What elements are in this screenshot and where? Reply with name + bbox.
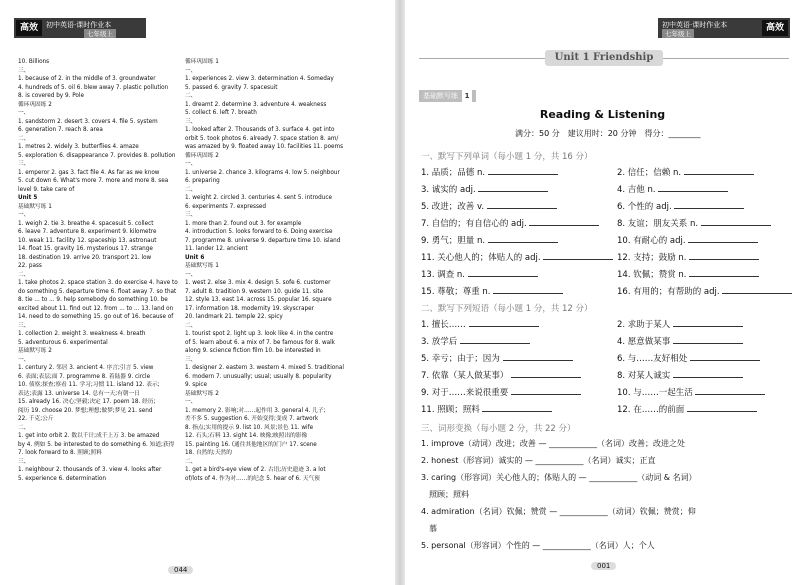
answer-line: 差不多 5. suggestion 6. 开始变得;变成 7. artwork [185, 416, 319, 422]
answer-line: 6. modern 7. unusually; usual; usually 8. popularity [185, 373, 332, 380]
answer-line: by 4. 例如 5. be interested to do something 6. 知道;获得 [18, 441, 175, 448]
answer-line: 6. 表面;表层;面 7. programme 8. 着陆器 9. circle [18, 373, 151, 380]
answer-blank[interactable] [687, 403, 757, 412]
section-tag-number: 1 [462, 90, 472, 102]
section-2-heading: 二、默写下列短语（每小题 1 分，共 12 分） [421, 304, 593, 314]
answer-line: 三、 [185, 212, 197, 218]
word-form-item: 5. personal（形容词）个性的 — ____________（名词）人；个人 [421, 541, 655, 550]
answer-blank[interactable] [684, 166, 754, 175]
question-item: 8. 对某人诚实 [617, 369, 743, 381]
answer-line: 1. neighbour 2. thousands of 3. view 4. looks after [18, 467, 162, 473]
answer-line: 8. is covered by 9. Pole [18, 93, 84, 99]
answer-line: 20. landmark 21. temple 22. spicy [185, 314, 283, 320]
question-item: 5. 改进；改善 v. [421, 200, 557, 212]
answer-line: 22. pass [18, 263, 42, 269]
answer-line: 1. west 2. else 3. mix 4. design 5. sofe 6. customer [185, 280, 331, 286]
answer-line: 11. lander 12. ancient [185, 246, 248, 252]
section-3-heading: 三、词形变换（每小题 2 分，共 22 分） [421, 424, 576, 434]
answer-line: of 5. learn about 6. a mix of 7. be famous for 8. walk [185, 339, 335, 346]
answer-line: 5. adventurous 6. experimental [18, 339, 108, 346]
answer-line: Unit 5 [18, 195, 38, 201]
question-item: 10. 与……一起生活 [617, 386, 765, 398]
answer-line: 三、 [18, 322, 30, 329]
answer-line: 1. because of 2. in the middle of 3. groundwater [18, 76, 156, 82]
question-item: 1. 品质；品德 n. [421, 166, 558, 178]
answer-column-2 [185, 58, 357, 558]
answer-line: 14. float 15. gravity 16. mysterious 17. strange [18, 246, 153, 252]
question-item: 5. 幸亏；由于；因为 [421, 352, 573, 364]
answer-line: 二、 [185, 458, 197, 465]
page-number: 001 [591, 562, 616, 570]
exercise-title: Reading & Listening [539, 108, 666, 121]
word-form-item: 慕 [429, 524, 437, 533]
grade-label: 七年级上 [84, 29, 116, 38]
answer-line: 6. generation 7. reach 8. area [18, 127, 103, 133]
answer-line: 二、 [185, 322, 197, 329]
question-item: 12. 在……的前面 [617, 403, 757, 415]
answer-line: level 9. take care of [18, 186, 75, 193]
answer-line: 1. century 2. 邻居 3. ancient 4. 序言;引言 5. view [18, 365, 154, 371]
question-item: 3. 放学后 [421, 335, 530, 347]
word-form-item: 4. admiration（名词）钦佩；赞赏 — ____________（动词）钦佩；赞赏；仰 [421, 507, 696, 516]
question-item: 6. 个性的 adj. [617, 200, 744, 212]
answer-line: 4. hundreds of 5. oil 6. blew away 7. plastic pollution [18, 84, 169, 91]
question-item: 2. 信任；信赖 n. [617, 166, 754, 178]
answer-blank[interactable] [529, 217, 599, 226]
score-info: 满分：50 分 建议用时：20 分钟 得分：________ [515, 129, 701, 138]
answer-line: 8. 指点;实用的提示 9. list 10. 风景;景色 11. wife [185, 424, 314, 431]
answer-line: 三、 [18, 67, 30, 74]
right-page [405, 0, 800, 585]
answer-line: 5. cut down 6. What's more 7. more and more 8. sea [18, 178, 169, 184]
answer-blank[interactable] [690, 352, 760, 361]
question-item: 7. 自信的；有自信心的 adj. [421, 217, 599, 229]
answer-blank[interactable] [673, 318, 743, 327]
answer-line: 循环巩固练 1 [185, 59, 219, 65]
answer-line: 1. experiences 2. view 3. determination 4. Someday [185, 76, 334, 82]
left-header [14, 18, 146, 38]
answer-line: 1. designer 2. eastern 3. western 4. mixed 5. traditional [185, 365, 344, 371]
answer-column-1 [18, 58, 190, 558]
answer-blank[interactable] [511, 369, 581, 378]
answer-line: 1. emperor 2. gas 3. fact file 4. As far as we know [18, 169, 160, 176]
answer-blank[interactable] [488, 166, 558, 175]
answer-line: 10. weak 11. facility 12. spaceship 13. astronaut [18, 237, 157, 244]
answer-line: 三、 [18, 458, 30, 465]
answer-line: 1. more than 2. found out 3. for example [185, 220, 302, 227]
answer-line: 基础默写练 1 [18, 203, 52, 210]
answer-line: orbit 5. took photos 6. already 7. space station 8. am/ [185, 135, 339, 142]
answer-line: 二、 [185, 93, 197, 99]
left-page [0, 0, 395, 585]
answer-line: 7. look forward to 8. 照顾;照料 [18, 450, 102, 456]
answer-line: 基础默写练 2 [185, 390, 219, 397]
section-1-heading: 一、默写下列单词（每小题 1 分，共 16 分） [421, 152, 593, 162]
answer-blank[interactable] [673, 335, 743, 344]
answer-line: 1. sandstorm 2. desert 3. covers 4. file 5. system [18, 118, 158, 125]
question-item: 10. 有耐心的 adj. [617, 234, 758, 246]
word-form-item: 1. improve（动词）改进；改善 — ____________（名词）改善；改进之处 [421, 439, 686, 448]
answer-line: 9. spice [185, 382, 208, 388]
unit-title: Unit 1 Friendship [545, 50, 663, 66]
answer-line: 一、 [18, 110, 30, 116]
question-item: 4. 愿意做某事 [617, 335, 743, 347]
answer-blank[interactable] [689, 251, 759, 260]
answer-line: 一、 [18, 356, 30, 363]
answer-line: 二、 [18, 271, 30, 278]
answer-blank[interactable] [543, 251, 613, 260]
answer-blank[interactable] [493, 285, 563, 294]
answer-line: 12. 石头;石料 13. sight 14. 映像;映照出的影像 [185, 433, 308, 439]
answer-line: 基础默写练 2 [18, 348, 52, 354]
answer-line: 10. 侦察;探查;察看 11. 学习;习惯 11. island 12. 表示; [18, 382, 160, 388]
answer-blank[interactable] [469, 318, 539, 327]
answer-blank[interactable] [689, 268, 759, 277]
answer-blank[interactable] [478, 183, 548, 192]
question-item: 13. 调查 n. [421, 268, 538, 280]
answer-line: Unit 6 [185, 254, 205, 261]
answer-line: 二、 [18, 424, 30, 431]
answer-blank[interactable] [488, 234, 558, 243]
answer-line: 一、 [185, 161, 197, 167]
answer-blank[interactable] [722, 285, 792, 294]
answer-line: 18. 自然的;天然的 [185, 450, 232, 456]
question-item: 8. 友谊；朋友关系 n. [617, 217, 771, 229]
answer-blank[interactable] [511, 386, 581, 395]
answer-blank[interactable] [688, 234, 758, 243]
answer-line: 6. preparing [185, 178, 220, 184]
answer-line: 15. painting 16. (通往其他地区的)门户 17. scene [185, 441, 317, 448]
answer-blank[interactable] [673, 369, 743, 378]
answer-line: 10. Billions [18, 59, 50, 65]
answer-line: 1. tourist spot 2. light up 3. look like 4. in the centre [185, 331, 334, 337]
answer-line: 5. exploration 6. disappearance 7. provides 8. pollution [18, 152, 176, 159]
answer-line: 1. looked after 2. Thousands of 3. surface 4. get into [185, 127, 335, 133]
answer-line: 6. experiments 7. expressed [185, 203, 267, 210]
question-item: 1. 擅长…… [421, 318, 539, 330]
answer-blank[interactable] [487, 200, 557, 209]
answer-blank[interactable] [503, 352, 573, 361]
answer-line: 循环巩固练 2 [185, 152, 219, 159]
answer-line: 1. memory 2. 影响;对……起作用 3. general 4. 儿子; [185, 407, 326, 414]
answer-line: of/lots of 4. 作为对……的纪念 5. hear of 6. 天气预 [185, 475, 320, 482]
answer-line: 15. already 16. 决心;坚毅;决定 17. poem 18. 经历; [18, 399, 156, 405]
answer-blank[interactable] [482, 403, 552, 412]
question-item: 12. 支持；鼓励 n. [617, 251, 759, 263]
question-item: 6. 与……友好相处 [617, 352, 760, 364]
answer-line: excited about 11. find out 12. from ... to ... 13. land on [18, 305, 174, 312]
answer-line: 一、 [185, 399, 197, 405]
section-tag [419, 90, 476, 102]
question-item: 9. 对于……来说很重要 [421, 386, 581, 398]
question-item: 16. 有用的；有帮助的 adj. [617, 285, 792, 297]
brand-logo: 高效 [16, 20, 42, 36]
question-item: 3. 诚实的 adj. [421, 183, 548, 195]
word-form-item: 2. honest（形容词）诚实的 — ____________（名词）诚实；正直 [421, 456, 656, 465]
answer-line: 8. tie ... to ... 9. help somebody do something 10. be [18, 297, 168, 303]
answer-line: 22. 千克;公斤 [18, 416, 54, 422]
series-title: 初中英语·课时作业本 [46, 21, 112, 29]
word-form-item: 照顾；照料 [429, 490, 469, 499]
answer-line: 基础默写练 1 [185, 263, 219, 269]
answer-line: 5. collect 6. left 7. breath [185, 110, 257, 116]
answer-line: 7. adult 8. tradition 9. western 10. guide 11. site [185, 288, 324, 295]
answer-line: 1. collection 2. weight 3. weakness 4. breath [18, 331, 146, 337]
answer-line: 1. metres 2. widely 3. butterflies 4. amaze [18, 144, 139, 150]
answer-line: 1. universe 2. chance 3. kilograms 4. low 5. neighbour [185, 169, 340, 176]
answer-line: 一、 [18, 212, 30, 218]
brand-logo: 高效 [762, 20, 788, 36]
answer-blank[interactable] [695, 386, 765, 395]
answer-line: 1. weigh 2. tie 3. breathe 4. spacesuit 5. collect [18, 220, 154, 227]
question-item: 7. 依靠（某人做某事） [421, 369, 581, 381]
question-item: 11. 照顾；照料 [421, 403, 552, 415]
book-gutter [395, 0, 405, 585]
answer-line: 4. introduction 5. looks forward to 6. Doing exercise [185, 229, 333, 235]
answer-line: 14. need to do something 15. go out of 16. because of [18, 314, 174, 320]
page-number: 044 [168, 566, 193, 574]
grade-label: 七年级上 [662, 29, 694, 38]
answer-line: 1. weight 2. circled 3. centuries 4. sent 5. introduce [185, 195, 333, 201]
question-item: 4. 吉他 n. [617, 183, 728, 195]
answer-line: 12. style 13. east 14. across 15. popular 16. square [185, 297, 332, 303]
answer-line: 一、 [185, 67, 197, 74]
answer-line: 17. information 18. modernity 19. skyscraper [185, 305, 314, 312]
answer-blank[interactable] [460, 335, 530, 344]
answer-blank[interactable] [701, 217, 771, 226]
answer-line: 18. destination 19. arrive 20. transport 21. low [18, 254, 152, 261]
answer-line: 1. get a bird's-eye view of 2. 古语;历史遗迹 3. a lot [185, 467, 326, 473]
answer-line: 1. get into orbit 2. 数以千计;成千上万 3. be amazed [18, 433, 160, 439]
answer-line: 二、 [18, 135, 30, 142]
answer-line: 二、 [185, 186, 197, 193]
answer-line: 一、 [185, 271, 197, 278]
answer-line: was amazed by 9. floated away 10. facilities 11. poems [185, 144, 344, 150]
answer-line: do something 5. departure time 6. float away 7. so that [18, 288, 177, 295]
answer-line: 表达;表露 13. universe 14. 总有一天;有朝一日 [18, 390, 140, 397]
question-item: 2. 求助于某人 [617, 318, 743, 330]
answer-line: 三、 [18, 161, 30, 167]
answer-line: 1. take photos 2. space station 3. do exercise 4. have to [18, 280, 178, 286]
answer-line: 5. experience 6. determination [18, 475, 106, 482]
answer-line: 三、 [185, 118, 197, 125]
question-item: 11. 关心他人的；体贴人的 adj. [421, 251, 613, 263]
series-title: 初中英语·课时作业本 [662, 21, 728, 29]
answer-line: 循环巩固练 2 [18, 101, 52, 108]
answer-line: 6. leave 7. adventure 8. experiment 9. kilometre [18, 229, 157, 235]
question-item: 15. 尊敬；尊重 n. [421, 285, 563, 297]
word-form-item: 3. caring（形容词）关心他人的；体贴人的 — ____________（动词 & 名词） [421, 473, 697, 482]
section-tag-label: 基础默写练 [423, 92, 458, 100]
right-header [658, 18, 790, 38]
answer-line: 1. dreamt 2. determine 3. adventure 4. weakness [185, 101, 327, 108]
question-item: 9. 勇气；胆量 n. [421, 234, 558, 246]
answer-line: 阅历 19. choose 20. 梦想;理想;做梦;梦见 21. send [18, 407, 153, 414]
answer-blank[interactable] [674, 200, 744, 209]
answer-blank[interactable] [658, 183, 728, 192]
answer-line: 5. passed 6. gravity 7. spacesuit [185, 84, 278, 91]
answer-line: 7. programme 8. universe 9. departure time 10. island [185, 237, 341, 244]
answer-blank[interactable] [468, 268, 538, 277]
answer-line: 三、 [185, 356, 197, 363]
answer-line: along 9. science fiction film 10. be interested in [185, 348, 321, 354]
question-item: 14. 钦佩；赞赏 n. [617, 268, 759, 280]
